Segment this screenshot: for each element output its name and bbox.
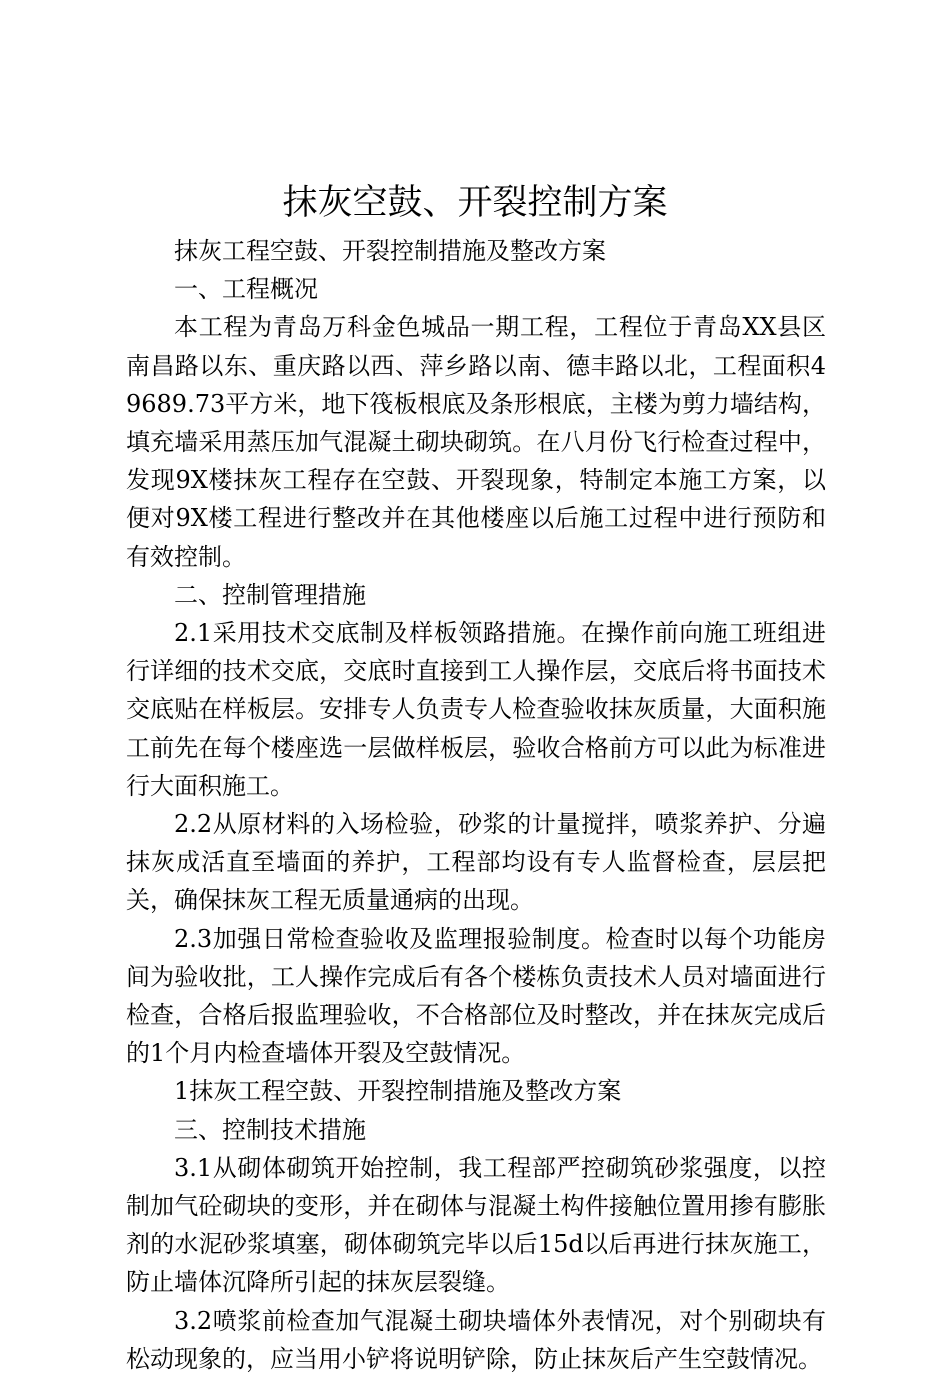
management-paragraph-2-3: 2.3加强日常检查验收及监理报验制度。检查时以每个功能房间为验收批，工人操作完成后有各个楼栋负责技术人员对墙面进行检查，合格后报监理验收，不合格部位及时整改，并在抹灰完成后的1个月内检查墙体开裂及空鼓情况。 (126, 924, 826, 1068)
document-body (126, 232, 826, 1378)
document-title: 抹灰空鼓、开裂控制方案 (282, 183, 668, 223)
management-paragraph-2-2: 2.2从原材料的入场检验，砂浆的计量搅拌，喷浆养护、分遍抹灰成活直至墙面的养护，工程部均设有专人监督检查，层层把关，确保抹灰工程无质量通病的出现。 (126, 810, 826, 915)
technical-paragraph-3-2: 3.2喷浆前检查加气混凝土砌块墙体外表情况，对个别砌块有松动现象的，应当用小铲将说明铲除，防止抹灰后产生空鼓情况。 (126, 1306, 826, 1373)
management-paragraph-2-1: 2.1采用技术交底制及样板领路措施。在操作前向施工班组进行详细的技术交底，交底时直接到工人操作层，交底后将书面技术交底贴在样板层。安排专人负责专人检查验收抹灰质量，大面积施工前先在每个楼座选一层做样板层，验收合格前方可以此为标准进行大面积施工。 (126, 619, 826, 800)
section-heading-management: 二、控制管理措施 (174, 580, 366, 609)
technical-paragraph-3-1: 3.1从砌体砌筑开始控制，我工程部严控砌筑砂浆强度，以控制加气砼砌块的变形，并在砌体与混凝土构件接触位置用掺有膨胀剂的水泥砂浆填塞，砌体砌筑完毕以后15d以后再进行抹灰施工，防止墙体沉降所引起的抹灰层裂缝。 (126, 1153, 826, 1297)
section-heading-technical: 三、控制技术措施 (174, 1115, 366, 1144)
subtitle-paragraph: 抹灰工程空鼓、开裂控制措施及整改方案 (174, 237, 606, 265)
overview-paragraph: 本工程为青岛万科金色城品一期工程，工程位于青岛XX县区南昌路以东、重庆路以西、萍乡路以南、德丰路以北，工程面积49689.73平方米，地下筏板根底及条形根底，主楼为剪力墙结构，填充墙采用蒸压加气混凝土砌块砌筑。在八月份飞行检查过程中，发现9X楼抹灰工程存在空鼓、开裂现象，特制定本施工方案，以便对9X楼工程进行整改并在其他楼座以后施工过程中进行预防和有效控制。 (126, 313, 826, 571)
section-heading-overview: 一、工程概况 (174, 275, 318, 304)
repeated-heading-paragraph: 1抹灰工程空鼓、开裂控制措施及整改方案 (174, 1077, 622, 1106)
